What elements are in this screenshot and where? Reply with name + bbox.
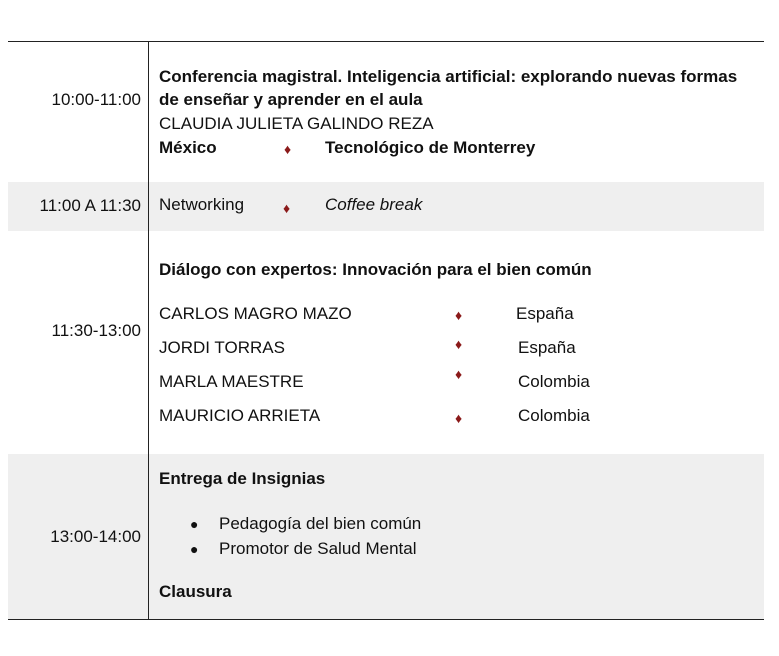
badges-title: Entrega de Insignias [159, 469, 326, 488]
expert-name: MARLA MAESTRE [159, 372, 304, 391]
badge-item: Promotor de Salud Mental [219, 539, 417, 558]
diamond-icon: ♦ [283, 200, 291, 216]
keynote-country: México [159, 138, 217, 157]
diamond-icon: ♦ [455, 307, 463, 323]
expert-name: CARLOS MAGRO MAZO [159, 304, 352, 323]
diamond-icon: ♦ [455, 336, 463, 352]
expert-name: MAURICIO ARRIETA [159, 406, 321, 425]
bullet-icon: ● [190, 541, 199, 557]
badge-item: Pedagogía del bien común [219, 514, 422, 533]
bullet-icon: ● [190, 516, 199, 532]
keynote-speaker: CLAUDIA JULIETA GALINDO REZA [159, 114, 434, 133]
keynote-title-line2: de enseñar y aprender en el aula [159, 90, 423, 109]
diamond-icon: ♦ [284, 141, 292, 157]
coffee-detail: Coffee break [325, 195, 423, 214]
expert-country: Colombia [518, 406, 590, 425]
table-top-rule [8, 41, 764, 42]
expert-country: Colombia [518, 372, 590, 391]
keynote-institution: Tecnológico de Monterrey [325, 138, 536, 157]
expert-name: JORDI TORRAS [159, 338, 285, 357]
row-time-badges: 13:00-14:00 [50, 527, 141, 546]
expert-country: España [518, 338, 576, 357]
dialogue-title: Diálogo con expertos: Innovación para el bien común [159, 260, 592, 279]
diamond-icon: ♦ [455, 366, 463, 382]
keynote-title-line1: Conferencia magistral. Inteligencia artificial: explorando nuevas formas [159, 67, 738, 86]
table-bottom-rule [8, 619, 764, 620]
row-time-dialogue: 11:30-13:00 [51, 321, 141, 340]
closing-label: Clausura [159, 582, 232, 601]
row-time-keynote: 10:00-11:00 [51, 90, 141, 109]
row-time-coffee: 11:00 A 11:30 [39, 196, 141, 215]
diamond-icon: ♦ [455, 410, 463, 426]
expert-country: España [516, 304, 574, 323]
column-divider [148, 41, 149, 620]
coffee-activity: Networking [159, 195, 245, 214]
